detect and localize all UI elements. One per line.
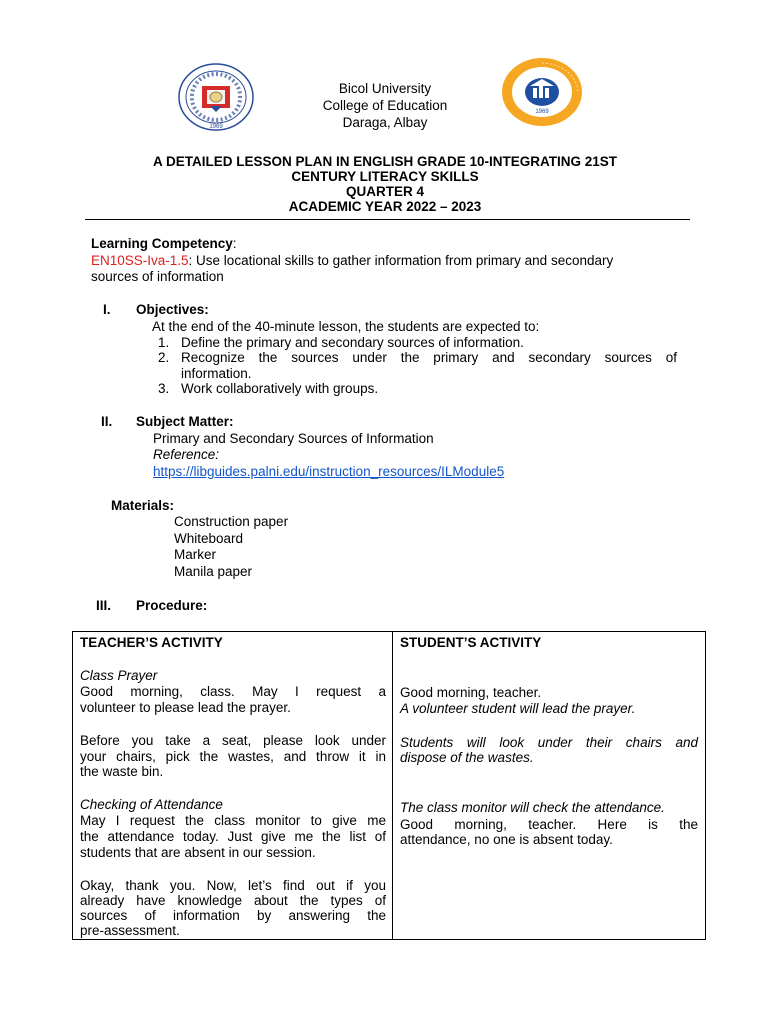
competency-code: EN10SS-Iva-1.5 — [91, 253, 189, 268]
reference-link[interactable]: https://libguides.palni.edu/instruction_resources/ILModule5 — [153, 464, 505, 479]
lesson-plan-title — [90, 154, 680, 214]
location: Daraga, Albay — [342, 115, 428, 130]
college-name: College of Education — [322, 98, 448, 113]
objectives-intro: At the end of the 40-minute lesson, the students are expected to: — [152, 319, 540, 334]
teacher-text: students that are absent in our session. — [80, 845, 316, 860]
competency-colon: : — [232, 236, 237, 251]
teacher-text: the waste bin. — [80, 764, 164, 779]
teacher-text: Okay, thank you. Now, let’s find out if you — [80, 878, 386, 893]
student-text: The class monitor will check the attendance. — [400, 800, 665, 815]
subject-heading: Subject Matter: — [136, 414, 234, 429]
teacher-text: the attendance today. Just give me the list of — [80, 829, 386, 844]
student-text: attendance, no one is absent today. — [400, 832, 613, 847]
seal-year: 1969 — [209, 124, 223, 130]
objectives-numeral: I. — [103, 302, 111, 317]
student-text: Good morning, teacher. Here is the — [400, 817, 698, 832]
competency-line-1 — [91, 253, 613, 269]
competency-label: Learning Competency — [91, 236, 233, 251]
class-prayer-label: Class Prayer — [80, 668, 158, 683]
university-header — [240, 80, 530, 131]
objectives-heading: Objectives: — [136, 302, 209, 317]
teacher-text: your chairs, pick the wastes, and throw it in — [80, 749, 386, 764]
teacher-text: May I request the class monitor to give me — [80, 813, 386, 828]
attendance-label: Checking of Attendance — [80, 797, 223, 812]
student-text: A volunteer student will lead the prayer. — [400, 701, 636, 716]
teacher-text: already have knowledge about the types of — [80, 893, 386, 908]
material-item: Marker — [174, 547, 217, 562]
competency-heading-row — [91, 236, 237, 252]
objective-1-text: Define the primary and secondary sources of information. — [181, 335, 524, 350]
subject-topic: Primary and Secondary Sources of Information — [153, 431, 434, 446]
teacher-text: sources of information by answering the — [80, 908, 386, 923]
competency-text-1: : Use locational skills to gather information from primary and secondary — [188, 253, 614, 268]
procedure-heading: Procedure: — [136, 598, 208, 613]
title-line-4: ACADEMIC YEAR 2022 – 2023 — [288, 199, 482, 214]
teacher-activity-header: TEACHER’S ACTIVITY — [80, 635, 223, 650]
teacher-text: Before you take a seat, please look under — [80, 733, 386, 748]
material-item: Manila paper — [174, 564, 253, 579]
teacher-text: volunteer to please lead the prayer. — [80, 700, 291, 715]
title-line-3: QUARTER 4 — [345, 184, 424, 199]
university-name: Bicol University — [338, 81, 432, 96]
table-column-divider — [392, 632, 393, 939]
student-text: Students will look under their chairs and — [400, 735, 698, 750]
objective-3-num: 3. — [158, 381, 170, 396]
seal-year: 1969 — [535, 109, 549, 115]
competency-text-2: sources of information — [91, 269, 224, 284]
student-text: dispose of the wastes. — [400, 750, 534, 765]
objective-2-text-cont: information. — [181, 366, 252, 381]
teacher-text: Good morning, class. May I request a — [80, 684, 386, 699]
title-divider — [85, 219, 690, 220]
student-text: Good morning, teacher. — [400, 685, 542, 700]
material-item: Whiteboard — [174, 531, 244, 546]
activity-table — [72, 631, 706, 940]
title-line-2: CENTURY LITERACY SKILLS — [291, 169, 479, 184]
title-line-1: A DETAILED LESSON PLAN IN ENGLISH GRADE 10-INTEGRATING 21ST — [152, 154, 618, 169]
student-activity-header: STUDENT’S ACTIVITY — [400, 635, 542, 650]
reference-label: Reference: — [153, 447, 220, 462]
procedure-numeral: III. — [96, 598, 112, 613]
material-item: Construction paper — [174, 514, 289, 529]
objective-1-num: 1. — [158, 335, 170, 350]
objective-3-text: Work collaboratively with groups. — [181, 381, 379, 396]
objective-2-text: Recognize the sources under the primary and secondary sources of — [181, 350, 677, 365]
teacher-text: pre-assessment. — [80, 923, 180, 938]
subject-numeral: II. — [101, 414, 113, 429]
objective-2-num: 2. — [158, 350, 170, 365]
materials-heading: Materials: — [111, 498, 175, 513]
